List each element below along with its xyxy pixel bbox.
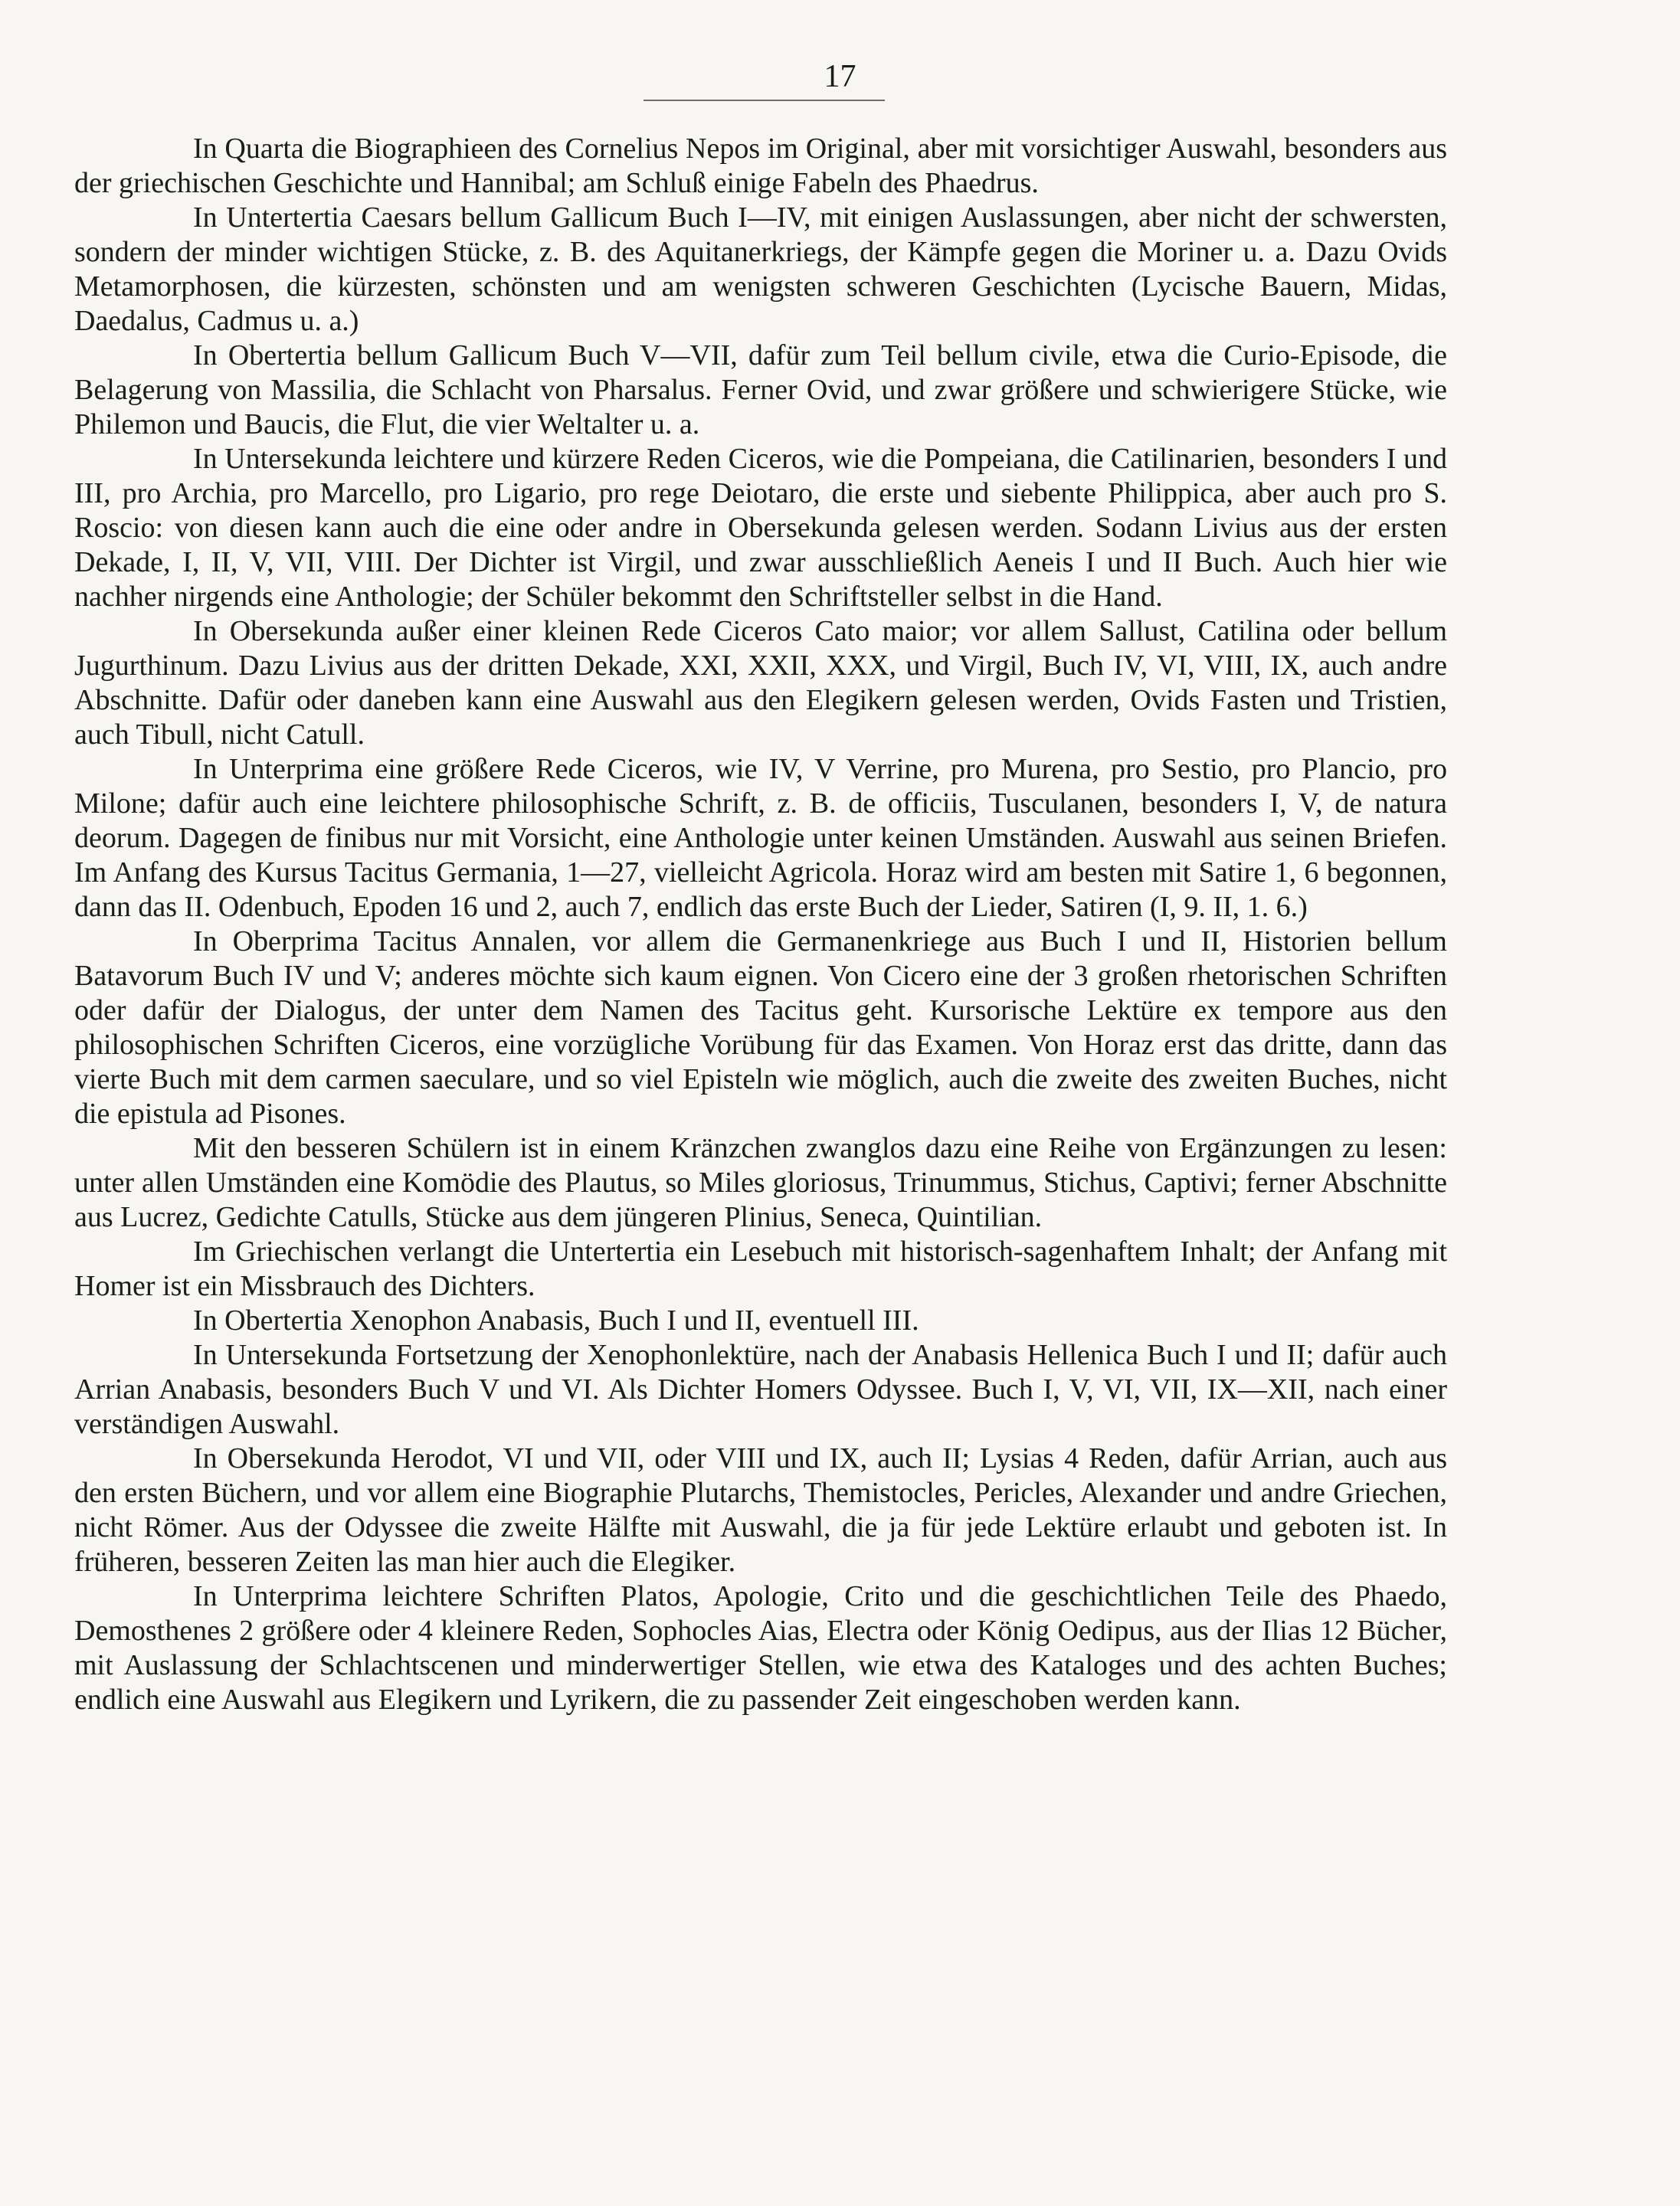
paragraph-obertertia: In Obertertia bellum Gallicum Buch V—VII, dafür zum Teil bellum civile, etwa die Curio-Episode, die Belagerung von Massilia, die Schlacht von Pharsalus. Ferner Ovid, und zwar größere und schwierigere Stücke, wie Philemon und Baucis, die Flut, die vier Weltalter u. a. <box>74 339 1447 440</box>
paragraph-griechisch-untersekunda: In Untersekunda Fortsetzung der Xenophonlektüre, nach der Anabasis Hellenica Buch I und II; dafür auch Arrian Anabasis, besonders Buch V und VI. Als Dichter Homers Odyssee. Buch I, V, VI, VII, IX—XII, nach einer verständigen Auswahl. <box>74 1339 1447 1440</box>
paragraph-griechisch-obertertia: In Obertertia Xenophon Anabasis, Buch I und II, eventuell III. <box>193 1304 919 1337</box>
paragraph-griechisch-unterprima: In Unterprima leichtere Schriften Platos, Apologie, Crito und die geschichtlichen Teile des Phaedo, Demosthenes 2 größere oder 4 kleinere Reden, Sophocles Aias, Electra oder König Oedipus, aus der Ilias 12 Bücher, mit Auslassung der Schlachtscenen und minderwertiger Stellen, wie etwa des Kataloges und des achten Buches; endlich eine Auswahl aus Elegikern und Lyrikern, die zu passender Zeit eingeschoben werden kann. <box>74 1580 1447 1716</box>
paragraph-unterprima: In Unterprima eine größere Rede Ciceros, wie IV, V Verrine, pro Murena, pro Sestio, pro Plancio, pro Milone; dafür auch eine leichtere philosophische Schrift, z. B. de officiis, Tusculanen, besonders I, V, de natura deorum. Dagegen de finibus nur mit Vorsicht, eine Anthologie unter keinen Umständen. Auswahl aus seinen Briefen. Im Anfang des Kursus Tacitus Germania, 1—27, vielleicht Agricola. Horaz wird am besten mit Satire 1, 6 begonnen, dann das II. Odenbuch, Epoden 16 und 2, auch 7, endlich das erste Buch der Lieder, Satiren (I, 9. II, 1. 6.) <box>74 753 1447 923</box>
paragraph-oberprima: In Oberprima Tacitus Annalen, vor allem die Germanenkriege aus Buch I und II, Historien bellum Batavorum Buch IV und V; anderes möchte sich kaum eignen. Von Cicero eine der 3 großen rhetorischen Schriften oder dafür der Dialogus, der unter dem Namen des Tacitus geht. Kursorische Lektüre ex tempore aus den philosophischen Schriften Ciceros, eine vorzügliche Vorübung für das Examen. Von Horaz erst das dritte, dann das vierte Buch mit dem carmen saeculare, und so viel Episteln wie möglich, auch die zweite des zweiten Buches, nicht die epistula ad Pisones. <box>74 925 1447 1130</box>
header-rule <box>644 100 885 101</box>
paragraph-griechisch-obersekunda: In Obersekunda Herodot, VI und VII, oder VIII und IX, auch II; Lysias 4 Reden, dafür Arrian, auch aus den ersten Büchern, und vor allem eine Biographie Plutarchs, Themistocles, Pericles, Alexander und andre Griechen, nicht Römer. Aus der Odyssee die zweite Hälfte mit Auswahl, die ja für jede Lektüre erlaubt und geboten ist. In früheren, besseren Zeiten las man hier auch die Elegiker. <box>74 1442 1447 1578</box>
page-number: 17 <box>824 59 856 94</box>
paragraph-untersekunda: In Untersekunda leichtere und kürzere Reden Ciceros, wie die Pompeiana, die Catilinarien, besonders I und III, pro Archia, pro Marcello, pro Ligario, pro rege Deiotaro, die erste und siebente Philippica, aber auch pro S. Roscio: von diesen kann auch die eine oder andre in Obersekunda gelesen werden. Sodann Livius aus der ersten Dekade, I, II, V, VII, VIII. Der Dichter ist Virgil, und zwar ausschließlich Aeneis I und II Buch. Auch hier wie nachher nirgends eine Anthologie; der Schüler bekommt den Schriftsteller selbst in die Hand. <box>74 443 1447 613</box>
body-text <box>74 132 1447 1717</box>
paragraph-kraenzchen: Mit den besseren Schülern ist in einem Kränzchen zwanglos dazu eine Reihe von Ergänzungen zu lesen: unter allen Umständen eine Komödie des Plautus, so Miles gloriosus, Trinummus, Stichus, Captivi; ferner Abschnitte aus Lucrez, Gedichte Catulls, Stücke aus dem jüngeren Plinius, Seneca, Quintilian. <box>74 1132 1447 1233</box>
paragraph-griechisch-untertertia: Im Griechischen verlangt die Untertertia ein Lesebuch mit historisch-sagenhaftem Inhalt; der Anfang mit Homer ist ein Missbrauch des Dichters. <box>74 1236 1447 1302</box>
paragraph-obersekunda: In Obersekunda außer einer kleinen Rede Ciceros Cato maior; vor allem Sallust, Catilina oder bellum Jugurthinum. Dazu Livius aus der dritten Dekade, XXI, XXII, XXX, und Virgil, Buch IV, VI, VIII, IX, auch andre Abschnitte. Dafür oder daneben kann eine Auswahl aus den Elegikern gelesen werden, Ovids Fasten und Tristien, auch Tibull, nicht Catull. <box>74 615 1447 751</box>
paragraph-untertertia: In Untertertia Caesars bellum Gallicum Buch I—IV, mit einigen Auslassungen, aber nicht der schwersten, sondern der minder wichtigen Stücke, z. B. des Aquitanerkriegs, der Kämpfe gegen die Moriner u. a. Dazu Ovids Metamorphosen, die kürzesten, schönsten und am wenigsten schweren Geschichten (Lycische Bauern, Midas, Daedalus, Cadmus u. a.) <box>74 201 1447 337</box>
paragraph-quarta: In Quarta die Biographieen des Cornelius Nepos im Original, aber mit vorsichtiger Auswahl, besonders aus der griechischen Geschichte und Hannibal; am Schluß einige Fabeln des Phaedrus. <box>74 133 1447 199</box>
